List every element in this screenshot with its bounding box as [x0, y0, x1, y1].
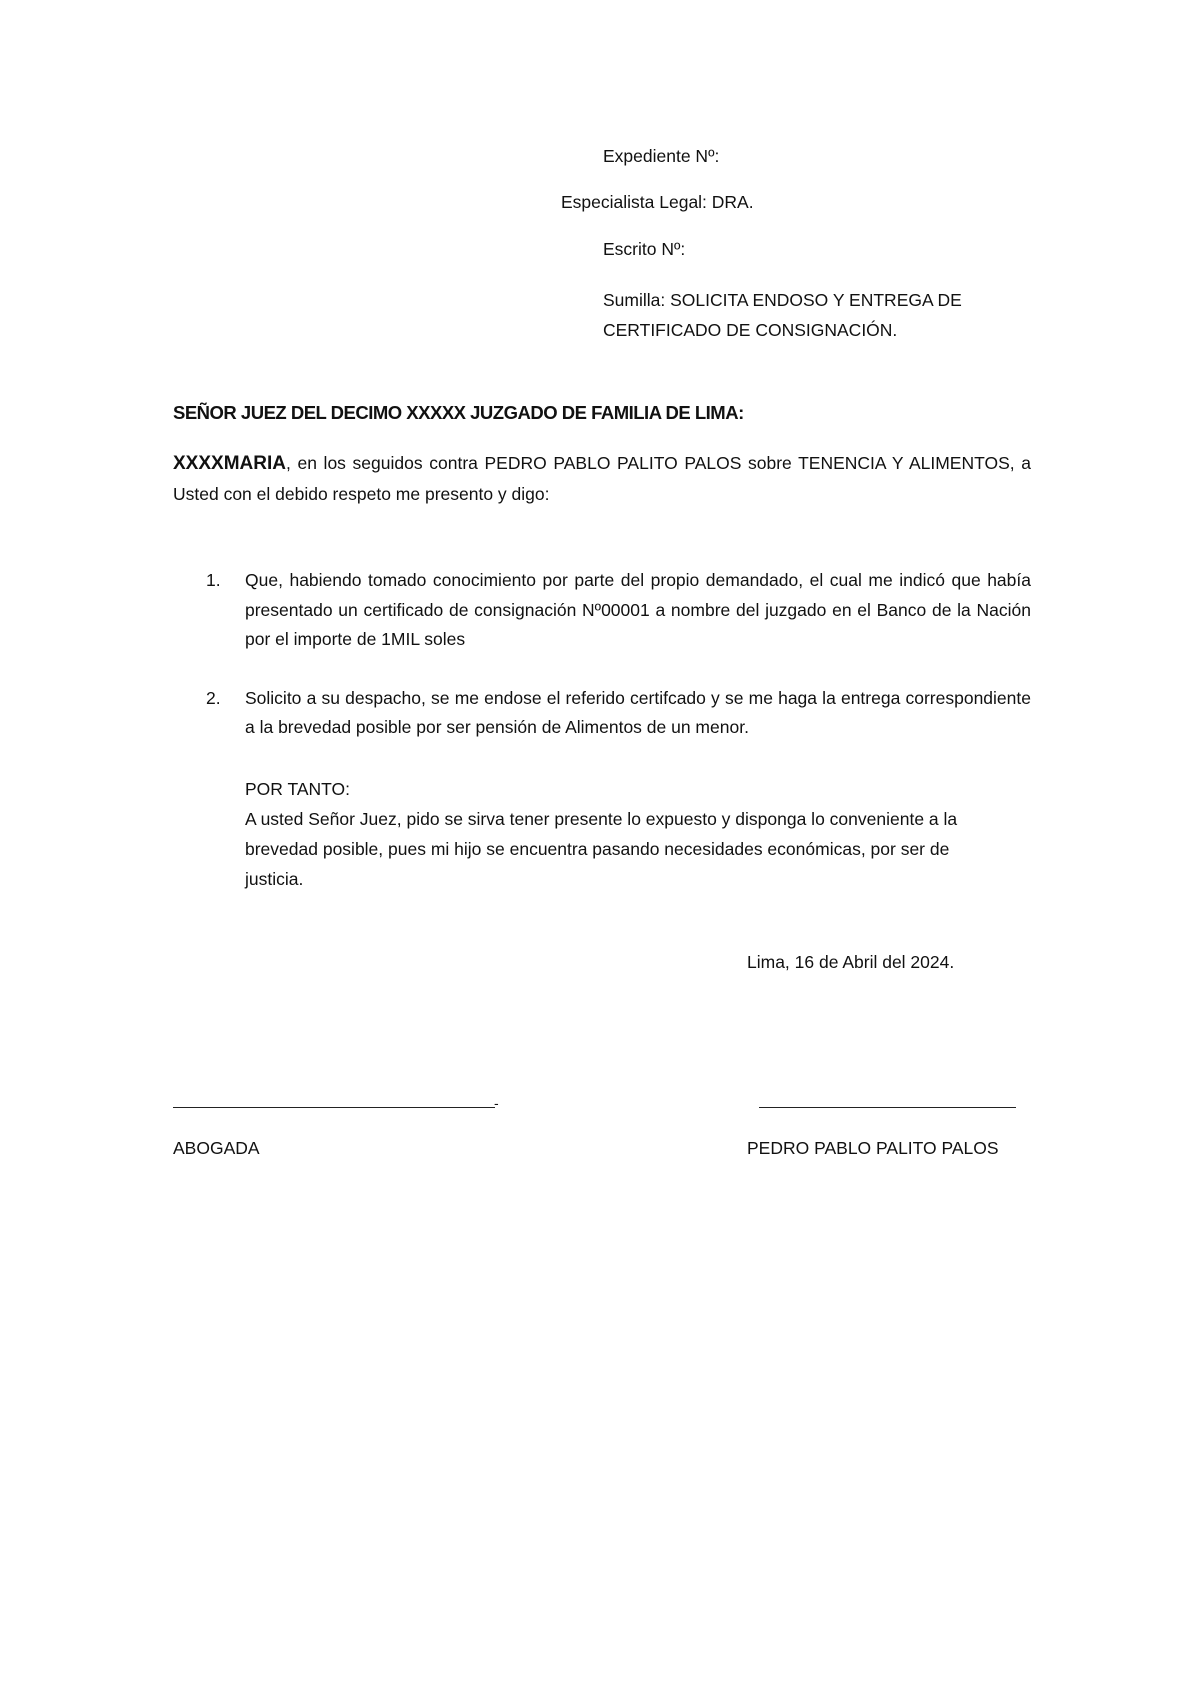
closing-block	[245, 774, 1005, 894]
list-item-number: 2.	[206, 687, 221, 708]
closing-heading: POR TANTO:	[245, 779, 351, 799]
list-item	[173, 684, 1031, 743]
closing-body: A usted Señor Juez, pido se sirva tener presente lo expuesto y disponga lo conveniente a la brevedad posible, pues mi hijo se encuentra pasando necesidades económicas, por ser de justicia.	[245, 809, 958, 889]
intro-text: , en los seguidos contra PEDRO PABLO PALITO PALOS sobre TENENCIA Y ALIMENTOS, a Usted con el debido respeto me presento y digo:	[173, 453, 1031, 504]
expediente-label: Expediente Nº:	[603, 146, 720, 166]
signature-label-right: PEDRO PABLO PALITO PALOS	[747, 1138, 999, 1158]
especialista-label: Especialista Legal: DRA.	[561, 192, 754, 212]
list-item-text: Que, habiendo tomado conocimiento por parte del propio demandado, el cual me indicó que había presentado un certificado de consignación Nº00001 a nombre del juzgado en el Banco de la Nación por el importe de 1MIL soles	[245, 570, 1031, 649]
signature-line-right	[759, 1107, 1016, 1108]
petitioner-name: XXXXMARIA	[173, 453, 286, 474]
salutation-heading: SEÑOR JUEZ DEL DECIMO XXXXX JUZGADO DE FAMILIA DE LIMA:	[173, 402, 744, 423]
signature-line-left	[173, 1107, 495, 1108]
signature-line-left-dash: -	[494, 1095, 499, 1111]
list-item-text: Solicito a su despacho, se me endose el referido certifcado y se me haga la entrega correspondiente a la brevedad posible por ser pensión de Alimentos de un menor.	[245, 687, 1031, 737]
date-line: Lima, 16 de Abril del 2024.	[747, 952, 955, 972]
sumilla	[603, 285, 962, 345]
sumilla-line-1: Sumilla: SOLICITA ENDOSO Y ENTREGA DE	[603, 290, 962, 310]
intro-paragraph	[173, 448, 1031, 509]
list-item-number: 1.	[206, 570, 221, 590]
sumilla-line-2: CERTIFICADO DE CONSIGNACIÓN.	[603, 320, 898, 340]
list-item	[173, 566, 1031, 655]
request-list	[173, 566, 1031, 743]
signature-label-left: ABOGADA	[173, 1138, 260, 1158]
escrito-label: Escrito Nº:	[603, 239, 686, 259]
